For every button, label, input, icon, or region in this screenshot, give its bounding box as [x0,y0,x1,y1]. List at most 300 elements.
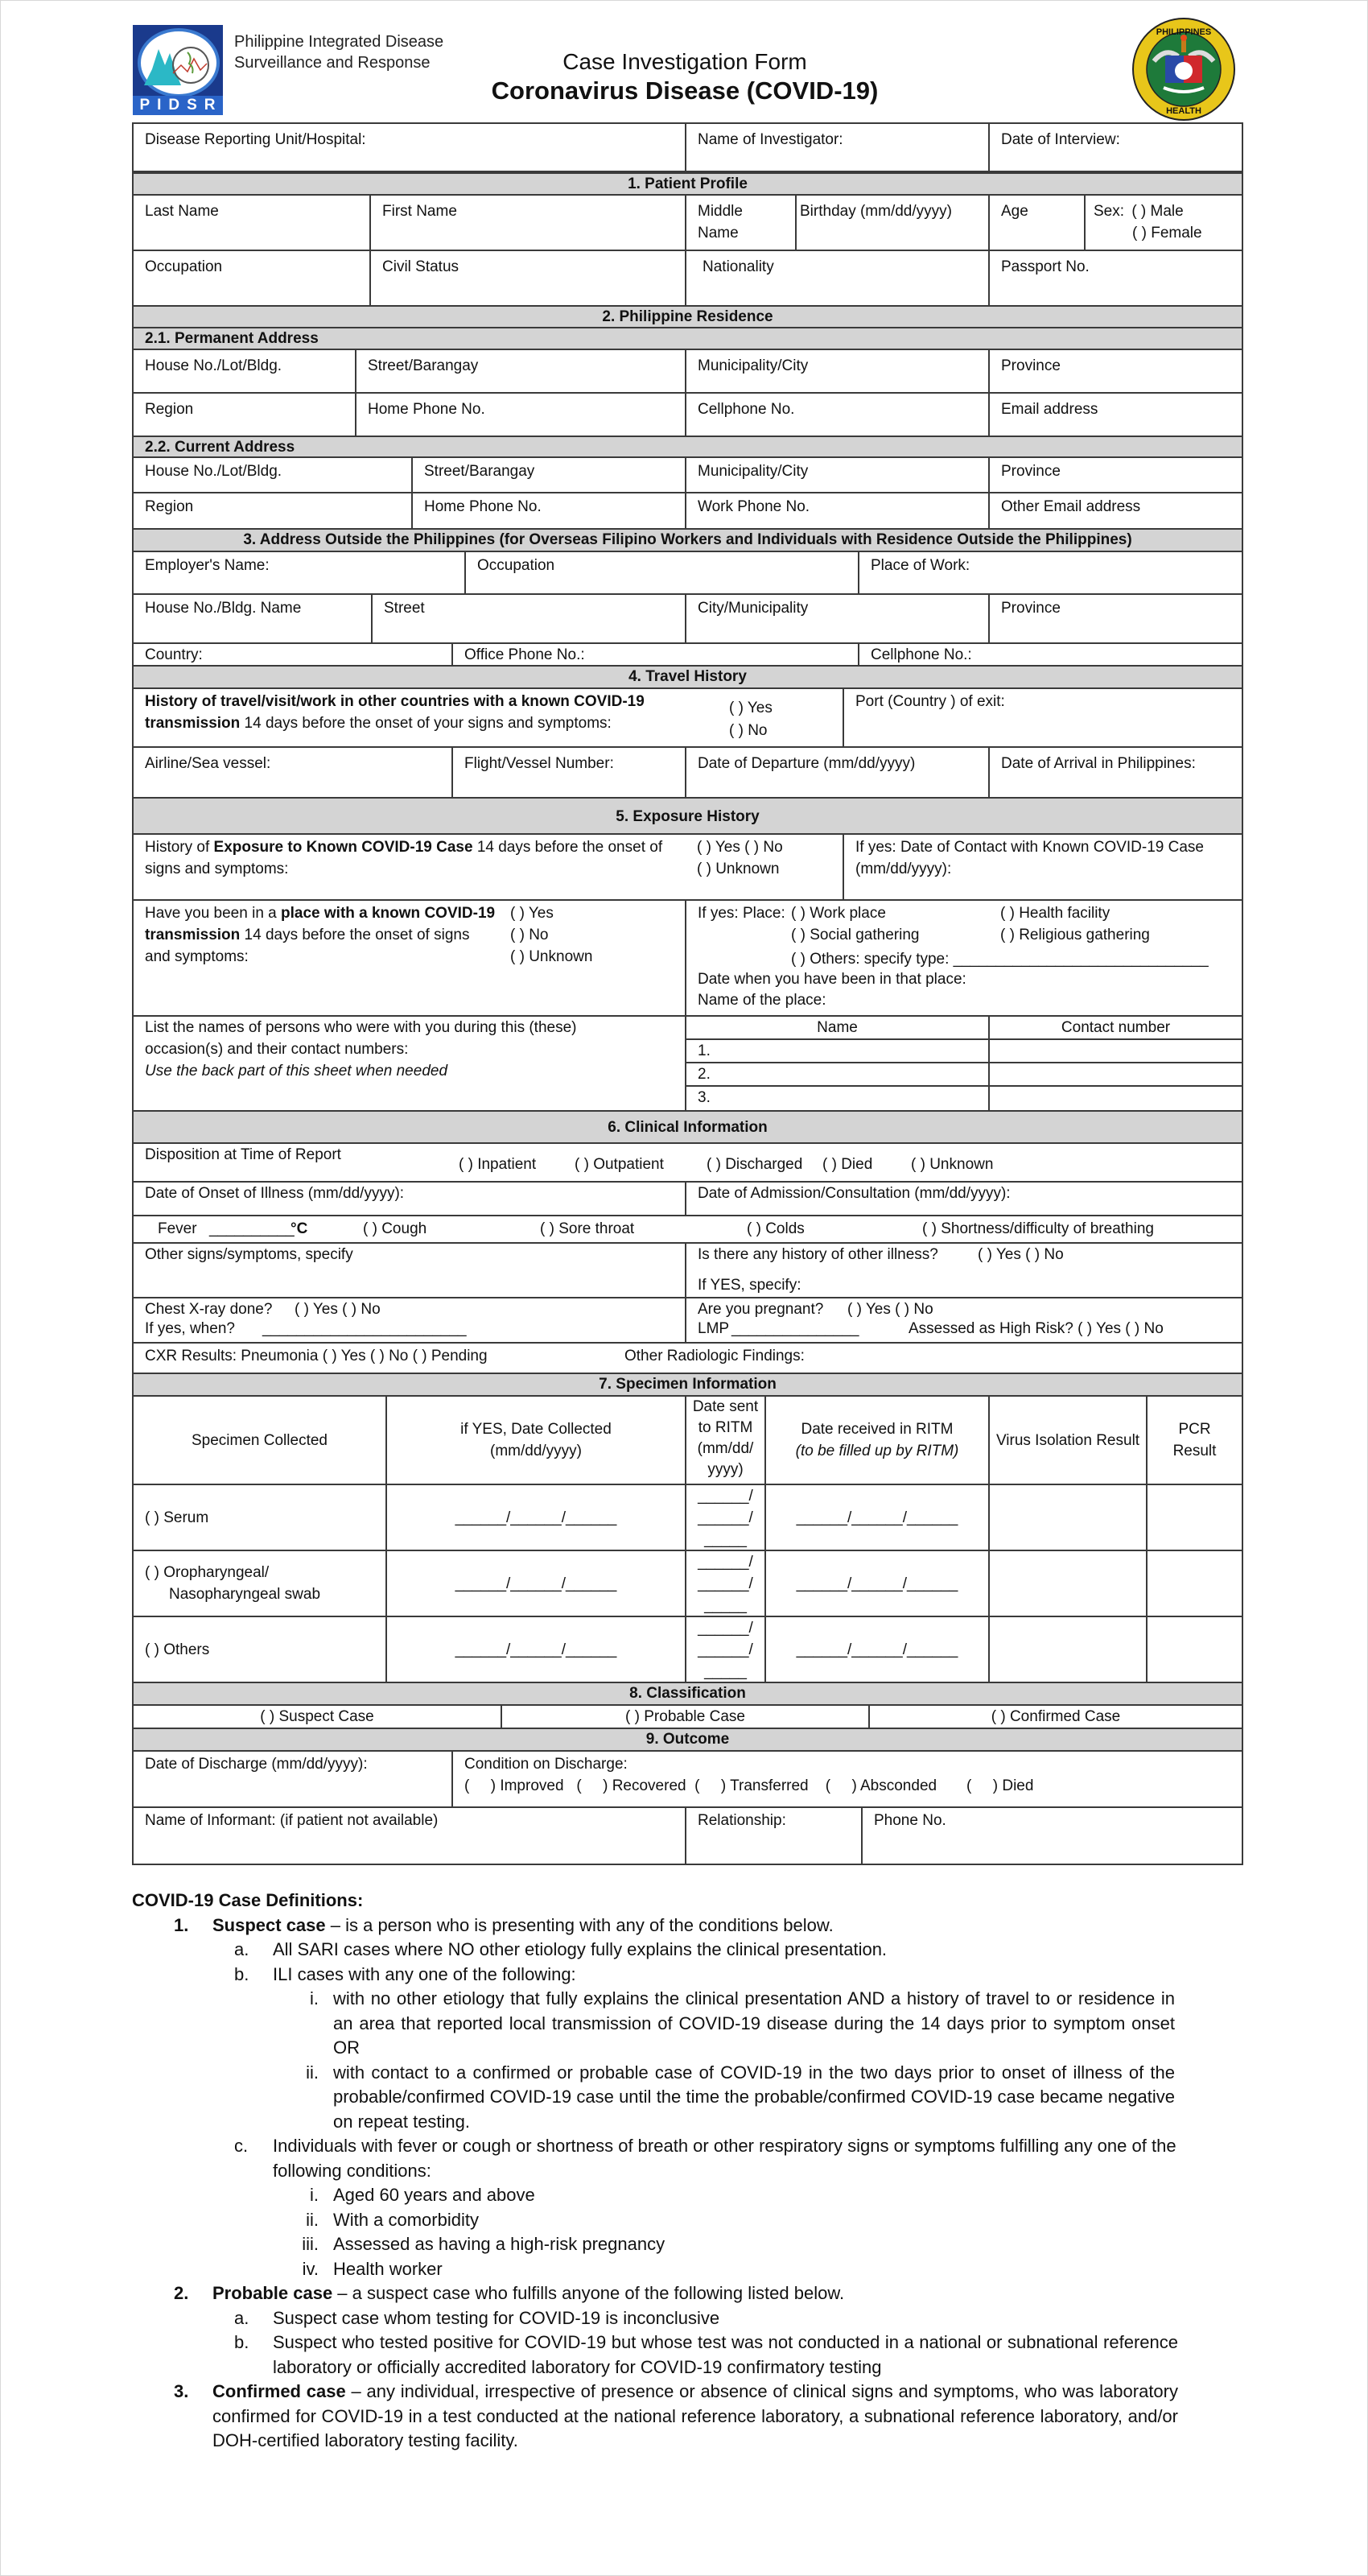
disposition-discharged-option[interactable]: ( ) Discharged [707,1156,803,1173]
specimen-date-collected-input[interactable] [385,1616,686,1683]
contact-date-label: If yes: Date of Contact with Known COVID-19 Case (mm/dd/yyyy): [855,839,1204,877]
persons-col-name: Name [685,1015,990,1040]
exposure-q2-bold2: COVID-19 transmission [145,905,496,943]
port-of-exit-label: Port (Country ) of exit: [855,693,1005,710]
specimen-type-option[interactable]: ( ) Others [145,1641,210,1658]
perm-street-field[interactable] [355,349,686,394]
specimen-header-collected-text: Specimen Collected [192,1431,328,1449]
date-sent-blank: ______/ [698,1509,753,1526]
exposure-q1-post: 14 days before the onset of signs and symptoms: [145,839,663,877]
list-marker: b. [234,2332,249,2352]
ofw-street-label: Street [384,600,425,617]
colds-option[interactable]: ( ) Colds [747,1220,805,1237]
date-blank: ______/______/______ [796,1641,958,1658]
place-others-option[interactable]: ( ) Others: specify type: ______________________________ [791,951,1209,968]
employer-label: Employer's Name: [145,557,270,574]
discharge-condition-options[interactable]: ( ) Improved ( ) Recovered ( ) Transferred ( ) Absconded ( ) Died [464,1777,1034,1794]
definition-suspect-b-ii-text: with contact to a confirmed or probable case of COVID-19 in the two days prior to onset of illness of the probable/confirmed COVID-19 case until the time the probable/confirmed COVID-19 case became negative on repeat testing. [333,2062,1175,2132]
exposure-q2-bold1: place with a known [281,905,421,922]
list-marker: ii. [306,2209,319,2230]
perm-region-field[interactable] [132,392,356,437]
definition-suspect-c-text: Individuals with fever or cough or shortness of breath or other respiratory signs or symptoms fulfilling any one of the following conditions: [273,2136,1176,2181]
curr-municipality-label: Municipality/City [698,463,809,480]
onset-date-label: Date of Onset of Illness (mm/dd/yyyy): [145,1185,405,1202]
definition-confirmed-desc: – any individual, irrespective of presence or absence of clinical signs and symptoms, who was laboratory confirmed for COVID-19 in a test conducted at the national reference laboratory, a subnational reference laboratory, and/or DOH-certified laboratory testing facility. [212,2381,1178,2450]
relationship-field[interactable] [685,1806,863,1865]
ofw-cellphone-label: Cellphone No.: [871,646,972,663]
list-marker: ii. [306,2062,319,2083]
definition-suspect-c-iv-text: Health worker [333,2258,443,2279]
specimen-header-virus [988,1395,1148,1485]
travel-no-option[interactable]: ( ) No [729,722,768,739]
ofw-country-label: Country: [145,646,203,663]
fever-unit: °C [290,1220,308,1237]
definition-suspect-c-iv [132,2257,1178,2282]
definition-suspect-b-i-text: with no other etiology that fully explains the clinical presentation AND a history of travel to or residence in an area that reported local transmission of COVID-19 disease during the 14 days prior to symptom onset OR [333,1988,1175,2058]
perm-street-label: Street/Barangay [368,357,479,374]
cxr-results-row [132,1342,1243,1374]
case-definitions [132,1889,1178,2454]
place-religious-gathering-option[interactable]: ( ) Religious gathering [1000,927,1150,943]
definition-probable [132,2281,1178,2306]
definition-suspect-num: 1. [174,1914,189,1935]
curr-work-phone-field[interactable] [685,492,990,530]
section-exposure-history: 5. Exposure History [132,797,1243,835]
perm-municipality-field[interactable] [685,349,990,394]
discharge-date-field[interactable] [132,1750,453,1808]
exposure-q2-yes-option[interactable]: ( ) Yes [510,905,554,922]
travel-yes-option[interactable]: ( ) Yes [729,700,773,716]
perm-house-field[interactable] [132,349,356,394]
fever-label: Fever [158,1220,197,1237]
date-sent-blank: _____ [704,1531,747,1548]
classification-confirmed-option[interactable]: ( ) Confirmed Case [868,1704,1243,1729]
nationality-field[interactable] [685,250,990,307]
arrival-date-field[interactable] [988,746,1243,799]
definition-suspect-c-iii [132,2232,1178,2257]
last-name-label: Last Name [145,203,219,220]
date-sent-blank: ______/ [698,1554,753,1571]
symptoms-row [132,1215,1243,1244]
date-blank: ______/______/______ [455,1641,617,1658]
exposure-q2-post: 14 days before the onset of signs and symptoms: [145,927,470,965]
definitions-title: COVID-19 Case Definitions: [132,1890,364,1910]
middle-name-field[interactable] [685,194,797,251]
date-sent-blank: ______/ [698,1488,753,1505]
birthday-label: Birthday (mm/dd/yyyy) [800,203,952,220]
last-name-field[interactable] [132,194,371,251]
section-philippine-residence: 2. Philippine Residence [132,305,1243,328]
date-blank: ______/______/______ [455,1509,617,1526]
xray-when-input[interactable]: ________________________ [262,1320,467,1337]
place-health-facility-option[interactable]: ( ) Health facility [1000,905,1110,922]
sex-field [1084,194,1243,251]
other-symptoms-field[interactable] [132,1242,686,1298]
definition-probable-num: 2. [174,2283,189,2303]
specimen-virus-result-input[interactable] [988,1550,1148,1617]
date-blank: ______/______/______ [796,1509,958,1526]
persons-note: Use the back part of this sheet when needed [145,1063,448,1080]
specimen-type-label-line2: Nasopharyngeal swab [169,1586,321,1603]
definition-suspect-c-ii [132,2208,1178,2233]
disposition-died-option[interactable]: ( ) Died [822,1156,873,1173]
definition-confirmed-num: 3. [174,2381,189,2401]
discharge-condition-field [451,1750,1243,1808]
specimen-virus-result-input[interactable] [988,1484,1148,1551]
section-classification: 8. Classification [132,1682,1243,1706]
specimen-type-cell [132,1550,387,1617]
exposure-known-case-question [132,833,844,901]
ofw-city-label: City/Municipality [698,600,809,617]
list-marker: iv. [302,2258,319,2279]
specimen-date-sent-input[interactable] [685,1550,766,1617]
person-name-2[interactable]: 2. [685,1062,990,1087]
occupation-field[interactable] [132,250,371,307]
specimen-date-received-input[interactable] [764,1484,990,1551]
middle-name-label: Middle Name [698,203,743,242]
specimen-header-date-received-note: (to be filled up by RITM) [795,1443,959,1459]
pregnant-label: Are you pregnant? [698,1301,824,1318]
cxr-results-options[interactable]: CXR Results: Pneumonia ( ) Yes ( ) No ( ) Pending [145,1348,488,1364]
xray-when-label: If yes, when? [145,1320,235,1337]
other-radiologic-label[interactable]: Other Radiologic Findings: [624,1348,805,1364]
perm-home-phone-field[interactable] [355,392,686,437]
other-symptoms-label: Other signs/symptoms, specify [145,1246,353,1263]
specimen-header-collected [132,1395,387,1485]
sore-throat-option[interactable]: ( ) Sore throat [540,1220,635,1237]
perm-cellphone-label: Cellphone No. [698,401,795,418]
definition-suspect-c-i [132,2183,1178,2208]
svg-text:HEALTH: HEALTH [1166,106,1201,116]
disposition-label: Disposition at Time of Report [145,1146,341,1163]
date-sent-blank: _____ [704,1597,747,1614]
specimen-type-cell [132,1484,387,1551]
relationship-label: Relationship: [698,1812,786,1829]
date-blank: ______/______/______ [455,1575,617,1592]
perm-region-label: Region [145,401,194,418]
interview-date-label: Date of Interview: [1001,131,1120,148]
list-marker: a. [234,2307,249,2328]
civil-status-label: Civil Status [382,258,459,275]
specimen-header-pcr-text: PCR Result [1172,1421,1217,1459]
sex-female-option[interactable]: ( ) Female [1132,225,1202,242]
exposure-place-question [132,899,686,1017]
definition-suspect-b-text: ILI cases with any one of the following: [273,1963,576,1984]
person-contact-2[interactable] [988,1062,1243,1087]
ofw-province-field[interactable] [988,593,1243,644]
interview-date-field[interactable] [988,122,1243,172]
specimen-header-date-sent-text: Date sent to RITM (mm/dd/ yyyy) [692,1398,759,1478]
specimen-type-option[interactable]: ( ) Serum [145,1509,209,1526]
perm-province-label: Province [1001,357,1061,374]
org-name-line2: Surveillance and Response [234,54,431,72]
first-name-field[interactable] [369,194,686,251]
reporting-unit-field[interactable] [132,122,686,172]
sex-label: Sex: [1094,203,1125,220]
departure-date-field[interactable] [685,746,990,799]
investigator-field[interactable] [685,122,990,172]
passport-label: Passport No. [1001,258,1090,275]
place-of-work-field[interactable] [858,551,1243,595]
definition-suspect-a [132,1938,1178,1963]
contact-date-field[interactable] [843,833,1243,901]
svg-text:PHILIPPINES: PHILIPPINES [1156,27,1212,37]
high-risk-options[interactable]: Assessed as High Risk? ( ) Yes ( ) No [909,1320,1164,1337]
form-title: Case Investigation Form [562,49,807,74]
person-name-1[interactable]: 1. [685,1038,990,1063]
definition-confirmed-term: Confirmed case [212,2381,346,2401]
section-outcome: 9. Outcome [132,1728,1243,1752]
definition-suspect-a-text: All SARI cases where NO other etiology fully explains the clinical presentation. [273,1939,888,1959]
specimen-date-collected-input[interactable] [385,1484,686,1551]
definition-suspect-c-i-text: Aged 60 years and above [333,2185,535,2205]
ofw-cellphone-field[interactable] [858,642,1243,667]
list-marker: i. [310,2185,319,2205]
curr-home-phone-label: Home Phone No. [424,498,542,515]
place-date-label: Date when you have been in that place: [698,971,966,988]
list-marker: a. [234,1939,249,1959]
person-contact-1[interactable] [988,1038,1243,1063]
onset-date-field[interactable] [132,1181,686,1216]
pregnant-options[interactable]: ( ) Yes ( ) No [847,1301,933,1318]
disposition-row [132,1142,1243,1183]
perm-home-phone-label: Home Phone No. [368,401,485,418]
specimen-date-received-input[interactable] [764,1616,990,1683]
classification-suspect-option[interactable]: ( ) Suspect Case [132,1704,502,1729]
specimen-header-date-collected-text: if YES, Date Collected (mm/dd/yyyy) [460,1421,612,1459]
specimen-type-option[interactable]: ( ) Oropharyngeal/ [145,1564,270,1581]
curr-region-label: Region [145,498,194,515]
definition-probable-term: Probable case [212,2283,333,2303]
date-blank: ______/______/______ [796,1575,958,1592]
disposition-unknown-option[interactable]: ( ) Unknown [911,1156,994,1173]
date-sent-blank: ______/ [698,1620,753,1637]
perm-municipality-label: Municipality/City [698,357,809,374]
curr-street-label: Street/Barangay [424,463,535,480]
definition-suspect-b-ii [132,2061,1178,2135]
definition-suspect-c-iii-text: Assessed as having a high-risk pregnancy [333,2234,665,2254]
ofw-country-field[interactable] [132,642,453,667]
exposure-q2-unknown-option[interactable]: ( ) Unknown [510,948,593,965]
definition-probable-a-text: Suspect case whom testing for COVID-19 is inconclusive [273,2307,720,2328]
chest-xray-label: Chest X-ray done? [145,1301,273,1318]
reporting-unit-label: Disease Reporting Unit/Hospital: [145,131,366,148]
curr-email-label: Other Email address [1001,498,1141,515]
lmp-input[interactable]: _______________ [731,1320,859,1337]
ofw-office-phone-field[interactable] [451,642,859,667]
section-address-outside-ph: 3. Address Outside the Philippines (for Overseas Filipino Workers and Individuals with Residence Outside the Philippines) [132,528,1243,552]
curr-work-phone-label: Work Phone No. [698,498,810,515]
exposure-q2-no-option[interactable]: ( ) No [510,927,549,943]
org-name-line1: Philippine Integrated Disease [234,33,444,51]
ofw-street-field[interactable] [371,593,686,644]
disposition-outpatient-option[interactable]: ( ) Outpatient [575,1156,664,1173]
pidsr-logo-text: PIDSR [133,96,223,115]
informant-name-field[interactable] [132,1806,686,1865]
date-sent-blank: ______/ [698,1641,753,1658]
curr-house-label: House No./Lot/Bldg. [145,463,282,480]
flight-number-field[interactable] [451,746,686,799]
list-marker: c. [234,2136,249,2156]
list-marker: i. [310,1988,319,2008]
specimen-pcr-result-input[interactable] [1146,1484,1243,1551]
informant-name-label: Name of Informant: (if patient not available) [145,1812,439,1829]
person-contact-3[interactable] [988,1085,1243,1112]
employer-field[interactable] [132,551,466,595]
port-of-exit-field[interactable] [843,687,1243,748]
ofw-city-field[interactable] [685,593,990,644]
ofw-house-label: House No./Bldg. Name [145,600,302,617]
subsection-permanent-address: 2.1. Permanent Address [132,327,1243,350]
definition-suspect-b [132,1963,1178,1988]
specimen-header-date-collected [385,1395,686,1485]
exposure-q1-pre: History of [145,839,214,856]
investigator-label: Name of Investigator: [698,131,843,148]
specimen-header-date-received [764,1395,990,1485]
specimen-pcr-result-input[interactable] [1146,1616,1243,1683]
section-specimen-information: 7. Specimen Information [132,1373,1243,1397]
specimen-date-sent-input[interactable] [685,1484,766,1551]
place-name-label: Name of the place: [698,992,826,1009]
flight-number-label: Flight/Vessel Number: [464,755,614,772]
specimen-type-cell [132,1616,387,1683]
fever-temperature-input[interactable]: __________ [209,1220,295,1237]
exposure-q1-yes-no-options[interactable]: ( ) Yes ( ) No [697,839,783,856]
specimen-date-collected-input[interactable] [385,1550,686,1617]
specimen-date-received-input[interactable] [764,1550,990,1617]
other-illness-label: Is there any history of other illness? [698,1246,938,1263]
discharge-date-label: Date of Discharge (mm/dd/yyyy): [145,1756,368,1773]
civil-status-field[interactable] [369,250,686,307]
age-field[interactable] [988,194,1086,251]
ofw-occupation-field[interactable] [464,551,859,595]
section-travel-history: 4. Travel History [132,665,1243,689]
curr-email-field[interactable] [988,492,1243,530]
admission-date-label: Date of Admission/Consultation (mm/dd/yyyy): [698,1185,1011,1202]
section-patient-profile: 1. Patient Profile [132,172,1243,196]
curr-province-field[interactable] [988,456,1243,493]
breathing-option[interactable]: ( ) Shortness/difficulty of breathing [922,1220,1154,1237]
place-work-option[interactable]: ( ) Work place [791,905,886,922]
airline-field[interactable] [132,746,453,799]
arrival-date-label: Date of Arrival in Philippines: [1001,755,1196,772]
specimen-header-virus-text: Virus Isolation Result [995,1431,1140,1449]
curr-region-field[interactable] [132,492,413,530]
definition-probable-b-text: Suspect who tested positive for COVID-19 but whose test was not conducted in a national or subnational reference laboratory or officially accredited laboratory for COVID-19 confirmatory testing [273,2332,1178,2377]
curr-house-field[interactable] [132,456,413,493]
place-social-gathering-option[interactable]: ( ) Social gathering [791,927,920,943]
birthday-field[interactable] [795,194,990,251]
travel-history-question [132,687,844,748]
definition-probable-a [132,2306,1178,2331]
perm-email-label: Email address [1001,401,1098,418]
person-name-3[interactable]: 3. [685,1085,990,1112]
exposure-q1-bold: Exposure to Known COVID-19 Case [213,839,473,856]
first-name-label: First Name [382,203,457,220]
list-marker: iii. [302,2234,319,2254]
list-marker: b. [234,1963,249,1984]
ofw-office-phone-label: Office Phone No.: [464,646,585,663]
informant-phone-label: Phone No. [874,1812,946,1829]
place-label: If yes: Place: [698,905,785,922]
chest-xray-field [132,1297,686,1344]
specimen-header-date-received-text: Date received in RITM [801,1421,954,1438]
definition-suspect [132,1913,1178,1938]
passport-field[interactable] [988,250,1243,307]
ofw-occupation-label: Occupation [477,557,555,574]
travel-question-rest: 14 days before the onset of your signs and symptoms: [240,715,612,732]
occupation-label: Occupation [145,258,223,275]
place-of-work-label: Place of Work: [871,557,970,574]
other-illness-field [685,1242,1243,1298]
definition-confirmed [132,2380,1178,2454]
exposure-place-details [685,899,1243,1017]
definition-suspect-desc: – is a person who is presenting with any of the conditions below. [325,1914,834,1935]
date-sent-blank: ______/ [698,1575,753,1592]
sex-male-option[interactable]: ( ) Male [1131,203,1184,220]
curr-province-label: Province [1001,463,1061,480]
nationality-label: Nationality [703,258,774,275]
informant-phone-field[interactable] [861,1806,1243,1865]
pregnancy-field [685,1297,1243,1344]
age-label: Age [1001,203,1028,220]
other-illness-specify[interactable]: If YES, specify: [698,1277,801,1294]
persons-line2: occasion(s) and their contact numbers: [145,1041,409,1058]
definition-suspect-c [132,2134,1178,2183]
perm-email-field[interactable] [988,392,1243,437]
curr-municipality-field[interactable] [685,456,990,493]
curr-street-field[interactable] [411,456,686,493]
specimen-date-sent-input[interactable] [685,1616,766,1683]
travel-question-bold: History of travel/visit/work in other countries with a known COVID-19 transmission [145,693,645,732]
discharge-condition-label: Condition on Discharge: [464,1756,628,1773]
specimen-virus-result-input[interactable] [988,1616,1148,1683]
specimen-header-date-sent [685,1395,766,1485]
specimen-pcr-result-input[interactable] [1146,1550,1243,1617]
ofw-house-field[interactable] [132,593,373,644]
curr-home-phone-field[interactable] [411,492,686,530]
date-sent-blank: _____ [704,1663,747,1680]
persons-line1: List the names of persons who were with you during this (these) [145,1019,577,1036]
exposure-q1-unknown-option[interactable]: ( ) Unknown [697,861,780,877]
perm-cellphone-field[interactable] [685,392,990,437]
section-clinical-information: 6. Clinical Information [132,1110,1243,1144]
persons-col-contact: Contact number [988,1015,1243,1040]
classification-probable-option[interactable]: ( ) Probable Case [501,1704,870,1729]
specimen-header-pcr [1146,1395,1243,1485]
airline-label: Airline/Sea vessel: [145,755,271,772]
exposure-q2-pre: Have you been in a [145,905,282,922]
perm-province-field[interactable] [988,349,1243,394]
cough-option[interactable]: ( ) Cough [363,1220,427,1237]
definition-suspect-b-i [132,1987,1178,2061]
definition-suspect-c-ii-text: With a comorbidity [333,2209,479,2230]
persons-list-instruction [132,1015,686,1112]
subsection-current-address: 2.2. Current Address [132,436,1243,458]
chest-xray-options[interactable]: ( ) Yes ( ) No [295,1301,381,1318]
other-illness-options[interactable]: ( ) Yes ( ) No [978,1246,1064,1263]
admission-date-field[interactable] [685,1181,1243,1216]
lmp-label: LMP [698,1320,730,1337]
form-subtitle: Coronavirus Disease (COVID-19) [491,76,879,105]
disposition-inpatient-option[interactable]: ( ) Inpatient [459,1156,537,1173]
definition-probable-b [132,2330,1178,2380]
doh-seal [1131,17,1236,122]
ofw-province-label: Province [1001,600,1061,617]
definition-suspect-term: Suspect case [212,1914,326,1935]
definition-probable-desc: – a suspect case who fulfills anyone of the following listed below. [332,2283,845,2303]
perm-house-label: House No./Lot/Bldg. [145,357,282,374]
